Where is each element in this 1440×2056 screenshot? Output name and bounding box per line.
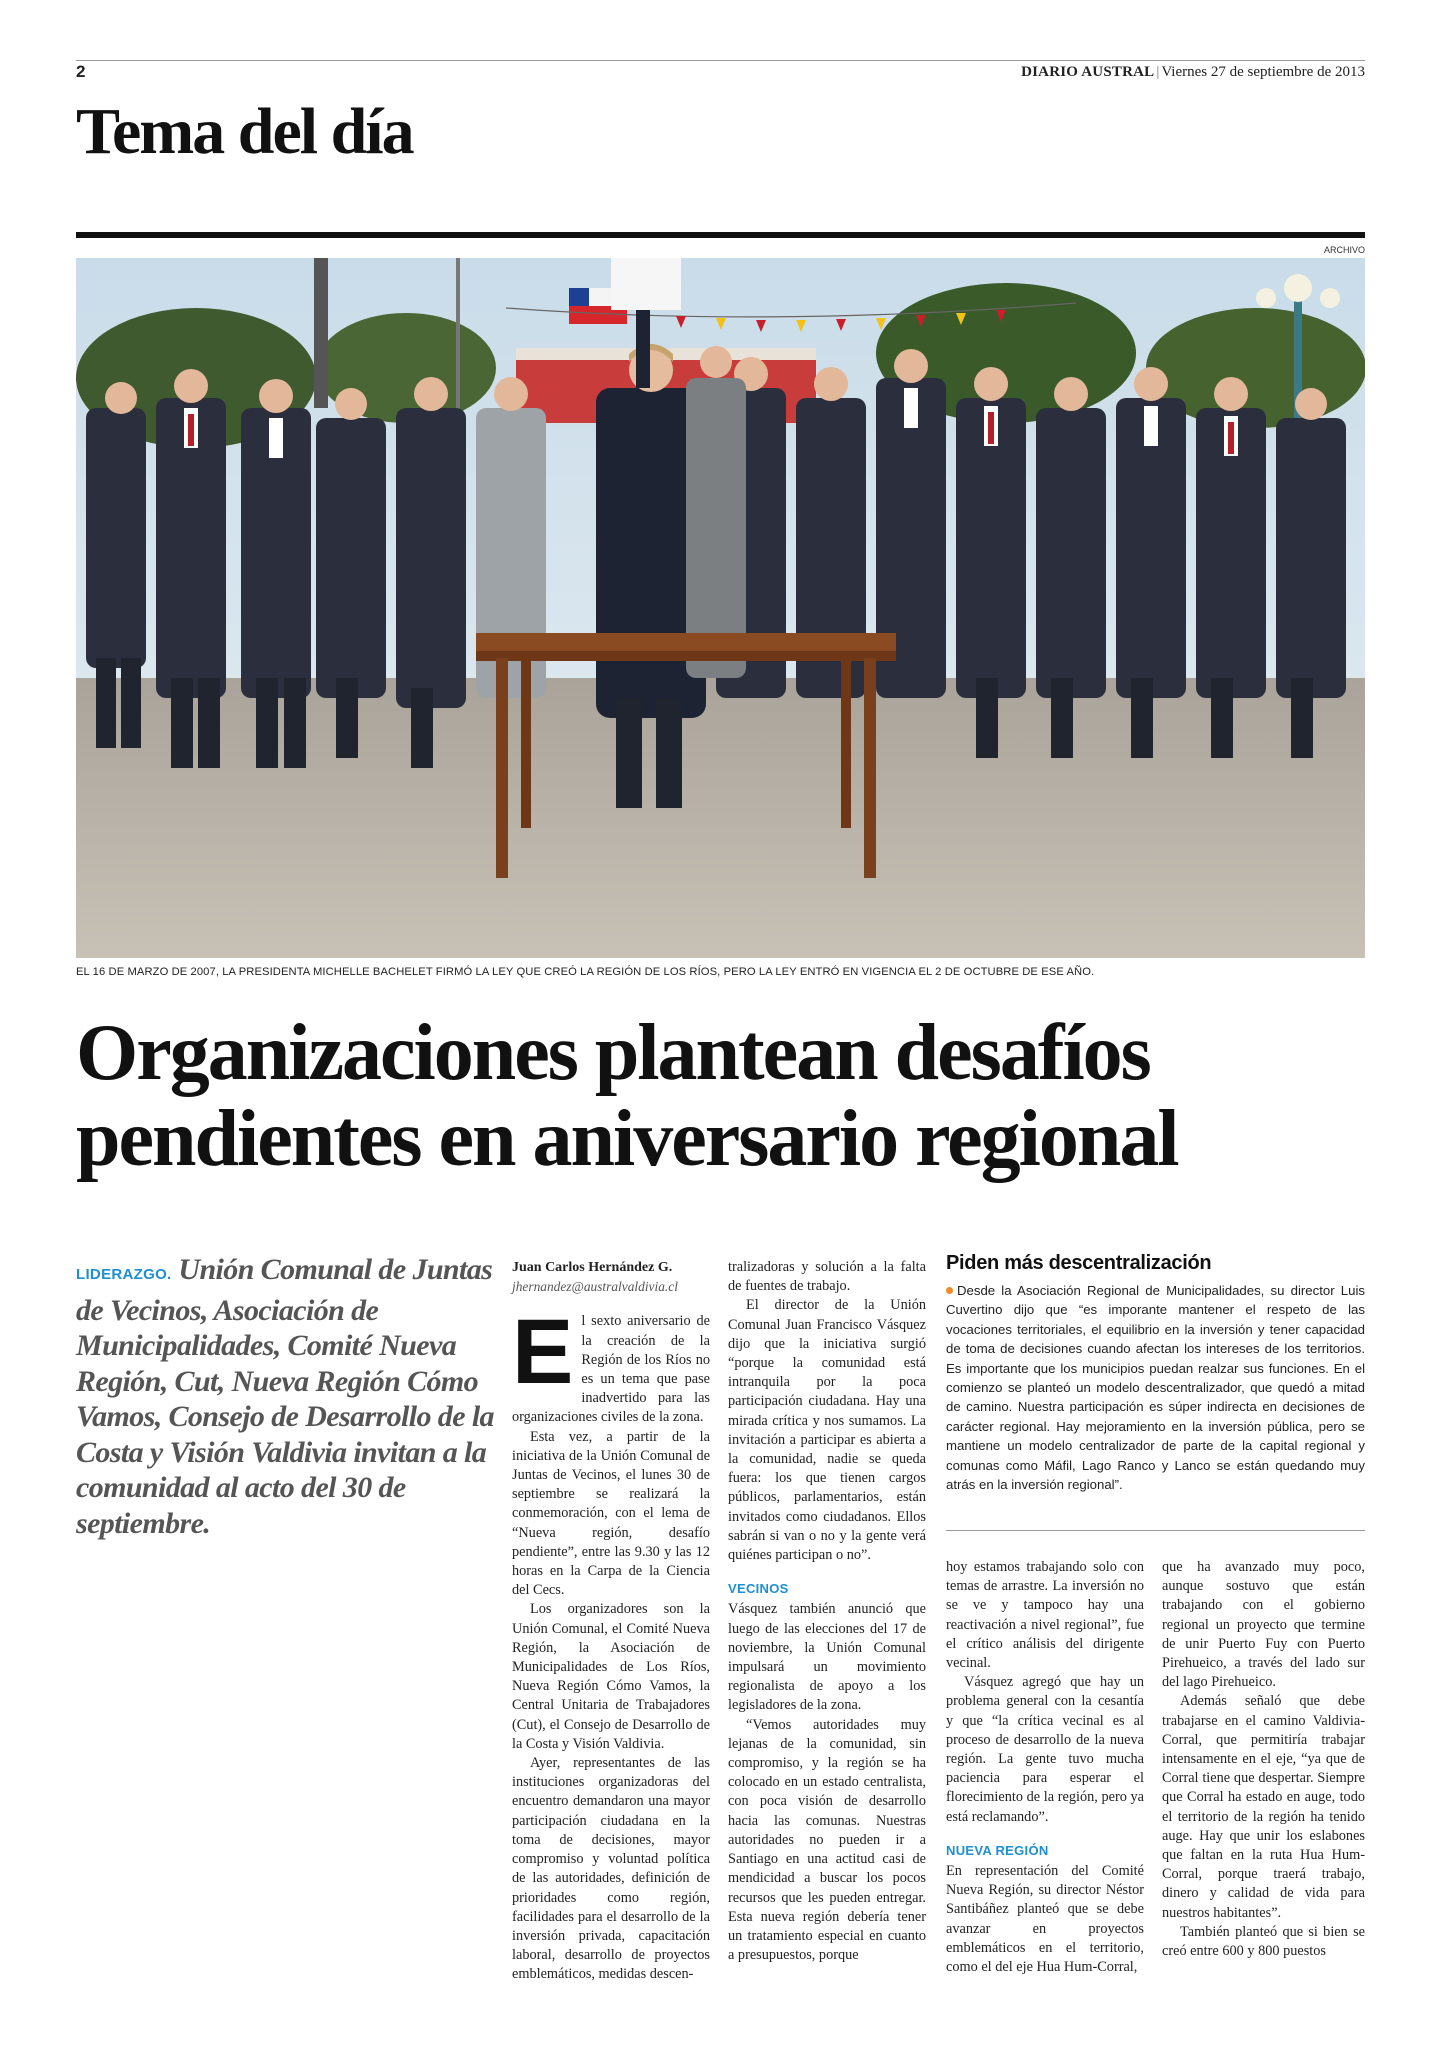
author-email[interactable]: jhernandez@australvaldivia.cl bbox=[512, 1279, 678, 1295]
opening-paragraph bbox=[512, 1301, 710, 1427]
paragraph: hoy estamos trabajando solo con temas de arrastre. La inversión no se ve y tampoco hay una reactivación a nivel regional”, fue el crítico análisis del dirigente vecinal. bbox=[946, 1559, 1144, 1672]
sidebar-box bbox=[946, 1252, 1365, 1494]
paragraph: Vásquez agregó que hay un problema general con la cesantía y que “la crítica vecinal es al proceso de desarrollo de la nueva región. La gente tuvo mucha paciencia para esperar el florecimiento de la región, pero ya está reclamando”. bbox=[946, 1674, 1144, 1825]
article-column-3 bbox=[946, 1558, 1144, 1977]
lead-summary bbox=[76, 1252, 496, 1541]
drop-cap: E bbox=[512, 1301, 574, 1404]
bullet-icon bbox=[946, 1287, 953, 1294]
sidebar-title: Piden más descentralización bbox=[946, 1252, 1212, 1274]
paragraph: que ha avanzado muy poco, aunque sostuvo que están trabajando con el gobierno regional un proyecto que termine de unir Puerto Fuy con Puerto Pirehueico, a través del lado sur del lago Pirehueico. bbox=[1162, 1559, 1365, 1691]
subhead-vecinos: VECINOS bbox=[728, 1581, 789, 1597]
sidebar-body: Desde la Asociación Regional de Municipalidades, su director Luis Cuvertino dijo que “es imporante mantener el respeto de las vocaciones territoriales, el equilibrio en la inversión y tener capacidad de toma de decisiones cuando afectan los intereses de los territorios. Es importante que los municipios puedan realzar sus funciones. En el comienzo se planteó un modelo descentralizador, que quedó a mitad de camino. Nuestra participación es súper indirecta en decisiones de carácter regional. Hay mejoramiento en la inversión pública, pero se mantiene un modelo centralizador de parte de la capital regional y comunas como Máfil, Lago Ranco y Lanco se están quedando muy atrás en la inversión regional”. bbox=[946, 1283, 1365, 1493]
paragraph: También planteó que si bien se creó entre 600 y 800 puestos bbox=[1162, 1923, 1365, 1960]
section-rule bbox=[76, 232, 1365, 238]
article-column-2 bbox=[728, 1258, 926, 1965]
sidebar-text bbox=[946, 1281, 1365, 1494]
paragraph: En representación del Comité Nueva Región, su director Néstor Santibáñez planteó que se debe avanzar en proyectos emblemáticos en el territorio, como el del eje Hua Hum-Corral, bbox=[946, 1863, 1144, 1976]
headline-line-1: Organizaciones plantean desafíos bbox=[76, 1009, 1150, 1097]
headline-line-2: pendientes en aniversario regional bbox=[76, 1095, 1178, 1183]
paragraph: l sexto aniversario de la creación de la Región de los Ríos no es un tema que pase inadvertido para las organizaciones civiles de la zona. bbox=[512, 1313, 710, 1426]
paragraph: Vásquez también anunció que luego de las elecciones del 17 de noviembre, la Unión Comunal impulsará un movimiento regionalista de apoyo a los legisladores de la zona. bbox=[728, 1601, 926, 1714]
paragraph: Esta vez, a partir de la iniciativa de la Unión Comunal de Juntas de Vecinos, el lunes 30 de septiembre se realizará la conmemoración, con el lema de “Nueva región, desafío pendiente”, entre las 9.30 y las 12 horas en la Carpa de la Ciencia del Cecs. bbox=[512, 1428, 710, 1599]
subhead-nueva-region: NUEVA REGIÓN bbox=[946, 1842, 1049, 1858]
masthead bbox=[1021, 64, 1365, 81]
lead-photo bbox=[76, 258, 1365, 958]
sidebar-rule bbox=[946, 1530, 1365, 1531]
ceremony-photo-illustration bbox=[76, 258, 1365, 958]
headline bbox=[76, 1010, 1376, 1182]
article-column-4 bbox=[1162, 1558, 1365, 1961]
paragraph: El director de la Unión Comunal Juan Francisco Vásquez dijo que la iniciativa surgió “porque la comunidad está intranquila por la poca participación ciudadana. Hay una mirada crítica y nos sumamos. La invitación a participar es abierta a la comunidad, nadie se queda fuera: los que tienen cargos públicos, parlamentarios, están invitados como ciudadanos. Ellos sabrán si van o no y la gente verá quiénes participan o no”. bbox=[728, 1297, 926, 1564]
paragraph: Los organizadores son la Unión Comunal, el Comité Nueva Región, la Asociación de Municipalidades de Los Ríos, Nueva Región Cómo Vamos, la Central Unitaria de Trabajadores (Cut), el Consejo de Desarrollo de la Costa y Visión Valdivia. bbox=[512, 1601, 710, 1752]
section-title: Tema del día bbox=[76, 95, 413, 168]
photo-caption: EL 16 DE MARZO DE 2007, LA PRESIDENTA MICHELLE BACHELET FIRMÓ LA LEY QUE CREÓ LA REGIÓN DE LOS RÍOS, PERO LA LEY ENTRÓ EN VIGENCIA EL 2 DE OCTUBRE DE ESE AÑO. bbox=[76, 966, 1095, 978]
page-number: 2 bbox=[76, 62, 86, 81]
article-column-1 bbox=[512, 1258, 710, 1985]
lead-text: Unión Comunal de Juntas de Vecinos, Asociación de Municipalidades, Comité Nueva Región, Cut, Nueva Región Cómo Vamos, Consejo de Desarrollo de la Costa y Visión Valdivia invitan a la comunidad al acto del 30 de septiembre. bbox=[76, 1253, 494, 1540]
byline: Juan Carlos Hernández G. bbox=[512, 1260, 673, 1275]
paragraph: Ayer, representantes de las instituciones organizadoras del encuentro demandaron una mayor participación ciudadana en la toma de decisiones, mayor compromiso y voluntad política de las autoridades, definición de prioridades como región, facilidades para el desarrollo de la inversión privada, capacitación laboral, desarrollo de proyectos emblemáticos, medidas descen- bbox=[512, 1755, 710, 1983]
paragraph: tralizadoras y solución a la falta de fuentes de trabajo. bbox=[728, 1259, 926, 1295]
issue-date: Viernes 27 de septiembre de 2013 bbox=[1161, 64, 1365, 80]
paragraph: “Vemos autoridades muy lejanas de la comunidad, sin compromiso, y la región se ha colocado en un estado centralista, con poca visión de desarrollo hacia las comunas. Nuestras autoridades no pueden ir a Santiago en una actitud casi de mendicidad a buscar los pocos recursos que les pueden entregar. Esta nueva región debería tener un tratamiento especial en cuanto a presupuestos, porque bbox=[728, 1716, 926, 1964]
masthead-separator: | bbox=[1156, 64, 1160, 80]
paragraph: Además señaló que debe trabajarse en el camino Valdivia-Corral, que permitiría trabajar intensamente en el eje, “ya que de Corral tiene que despertar. Siempre que Corral ha estado en auge, todo el territorio de la región ha tenido auge. Hay que unir los eslabones que faltan en la ruta Hua Hum-Corral, porque traerá trabajo, dinero y calidad de vida para nuestros habitantes”. bbox=[1162, 1693, 1365, 1921]
paper-name: DIARIO AUSTRAL bbox=[1021, 64, 1155, 80]
photo-credit: ARCHIVO bbox=[1323, 245, 1365, 255]
top-rule bbox=[76, 60, 1365, 61]
lead-kicker: LIDERAZGO. bbox=[76, 1266, 172, 1283]
